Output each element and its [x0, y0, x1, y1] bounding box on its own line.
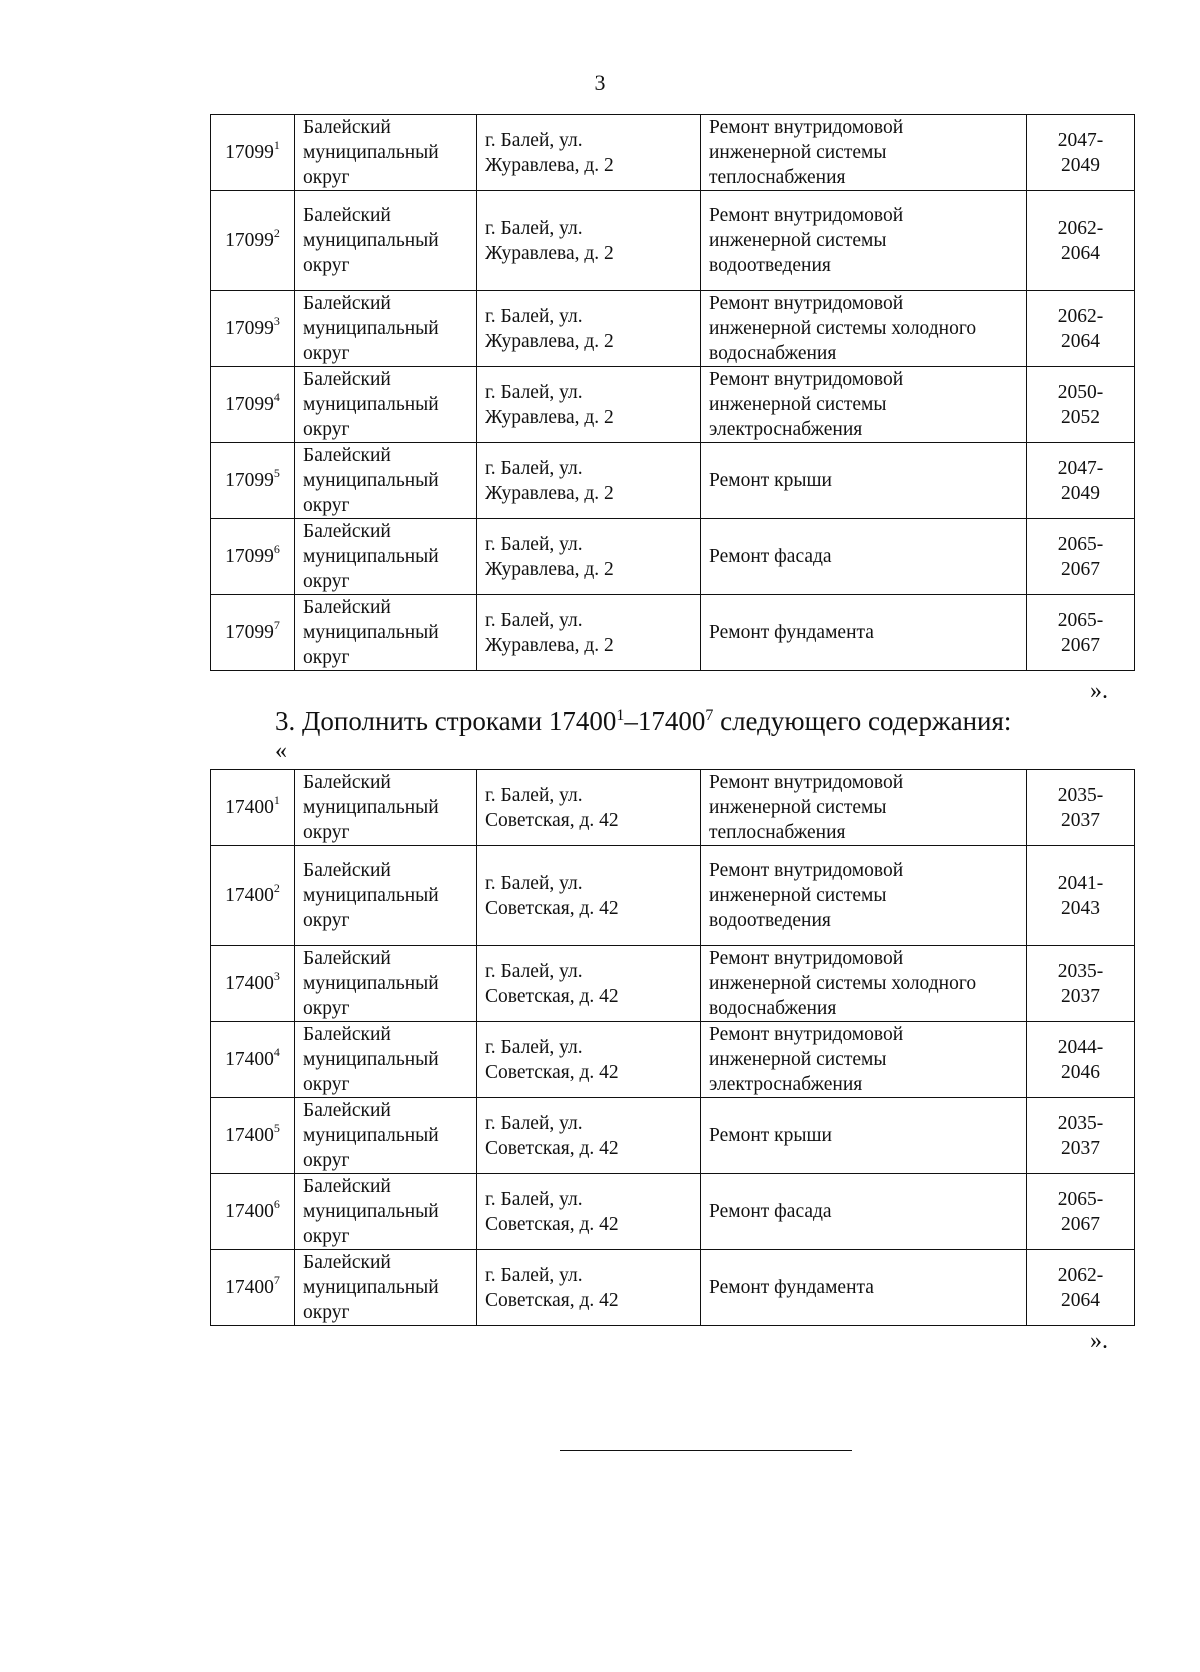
work-type-cell — [701, 519, 1027, 595]
district-cell — [295, 1022, 477, 1098]
work-type-cell-line: Ремонт внутридомовой — [709, 772, 904, 793]
row-number-cell — [211, 595, 295, 671]
row-number-sup: 2 — [273, 880, 280, 895]
work-type-cell-line: теплоснабжения — [709, 167, 846, 188]
table-row — [211, 367, 1135, 443]
district-cell — [295, 191, 477, 291]
row-number: 17099 — [225, 318, 274, 339]
district-cell-line: округ — [303, 647, 350, 668]
address-cell — [477, 1098, 701, 1174]
address-cell-line: г. Балей, ул. — [485, 784, 583, 806]
years-cell — [1027, 595, 1135, 671]
address-cell-line: г. Балей, ул. — [485, 381, 583, 403]
work-type-cell-line: Ремонт внутридомовой — [709, 948, 904, 969]
work-type-cell-line: Ремонт фасада — [709, 1201, 832, 1222]
address-cell — [477, 191, 701, 291]
district-cell-line: муниципальный — [303, 1049, 439, 1070]
amendment-heading — [275, 706, 1011, 737]
row-number-cell — [211, 443, 295, 519]
row-number-cell — [211, 1022, 295, 1098]
table-row — [211, 443, 1135, 519]
closing-quote-1: ». — [1090, 678, 1108, 704]
work-type-cell-line: водоотведения — [709, 255, 831, 276]
years-cell-line: 2067 — [1061, 634, 1100, 656]
district-cell-line: округ — [303, 1150, 350, 1171]
years-cell-line: 2035- — [1057, 1112, 1104, 1134]
district-cell-line: муниципальный — [303, 230, 439, 251]
years-cell-line: 2067 — [1061, 1213, 1100, 1235]
district-cell-line: округ — [303, 571, 350, 592]
table-row — [211, 946, 1135, 1022]
work-type-cell — [701, 770, 1027, 846]
work-type-cell-line: инженерной системы холодного — [709, 318, 977, 339]
row-number: 17099 — [225, 394, 274, 415]
years-cell — [1027, 846, 1135, 946]
row-number-cell — [211, 367, 295, 443]
district-cell-line: Балейский — [303, 1176, 391, 1197]
work-type-cell-line: Ремонт внутридомовой — [709, 205, 904, 226]
years-cell-line: 2052 — [1061, 406, 1100, 428]
row-number: 17400 — [225, 885, 274, 906]
address-cell-line: Советская, д. 42 — [485, 1061, 619, 1083]
work-type-cell-line: инженерной системы — [709, 885, 887, 906]
years-cell-line: 2065- — [1057, 609, 1104, 631]
row-number-sup: 1 — [273, 137, 280, 152]
district-cell — [295, 846, 477, 946]
table-row — [211, 1098, 1135, 1174]
row-number: 17099 — [225, 546, 274, 567]
work-type-cell — [701, 946, 1027, 1022]
district-cell-line: Балейский — [303, 1252, 391, 1273]
row-number: 17099 — [225, 230, 274, 251]
page-number: 3 — [594, 70, 606, 95]
address-cell-line: г. Балей, ул. — [485, 960, 583, 982]
row-number-cell — [211, 191, 295, 291]
years-cell-line: 2046 — [1061, 1061, 1100, 1083]
work-type-cell-line: Ремонт внутридомовой — [709, 117, 904, 138]
years-cell — [1027, 443, 1135, 519]
work-type-cell-line: водоснабжения — [709, 998, 837, 1019]
work-type-cell-line: инженерной системы — [709, 797, 887, 818]
district-cell — [295, 367, 477, 443]
table-row — [211, 519, 1135, 595]
years-cell-line: 2035- — [1057, 960, 1104, 982]
table-row — [211, 846, 1135, 946]
address-cell-line: г. Балей, ул. — [485, 1112, 583, 1134]
address-cell — [477, 1174, 701, 1250]
work-type-cell-line: водоснабжения — [709, 343, 837, 364]
years-cell-line: 2049 — [1061, 154, 1100, 176]
table-row — [211, 770, 1135, 846]
address-cell-line: Журавлева, д. 2 — [485, 406, 614, 428]
district-cell — [295, 291, 477, 367]
heading-prefix: 3. Дополнить строками 17400 — [275, 706, 617, 736]
district-cell — [295, 595, 477, 671]
address-cell-line: г. Балей, ул. — [485, 1188, 583, 1210]
district-cell-line: муниципальный — [303, 1277, 439, 1298]
row-number-sup: 7 — [273, 1272, 280, 1287]
address-cell — [477, 1250, 701, 1326]
row-number-sup: 5 — [273, 1120, 280, 1135]
address-cell — [477, 595, 701, 671]
years-cell-line: 2037 — [1061, 985, 1100, 1007]
years-cell-line: 2043 — [1061, 897, 1100, 919]
row-number: 17400 — [225, 1201, 274, 1222]
address-cell — [477, 291, 701, 367]
district-cell-line: Балейский — [303, 205, 391, 226]
district-cell — [295, 946, 477, 1022]
work-type-cell — [701, 115, 1027, 191]
district-cell-line: Балейский — [303, 860, 391, 881]
row-number-cell — [211, 291, 295, 367]
district-cell-line: округ — [303, 1226, 350, 1247]
work-type-cell-line: Ремонт внутридомовой — [709, 293, 904, 314]
row-number: 17400 — [225, 797, 274, 818]
years-cell-line: 2062- — [1057, 217, 1104, 239]
address-cell-line: Советская, д. 42 — [485, 897, 619, 919]
work-type-cell — [701, 367, 1027, 443]
district-cell-line: муниципальный — [303, 1201, 439, 1222]
district-cell-line: округ — [303, 343, 350, 364]
years-cell-line: 2044- — [1057, 1036, 1104, 1058]
work-type-cell-line: водоотведения — [709, 910, 831, 931]
years-cell-line: 2062- — [1057, 1264, 1104, 1286]
table-row — [211, 115, 1135, 191]
address-cell-line: Советская, д. 42 — [485, 1289, 619, 1311]
row-number: 17099 — [225, 142, 274, 163]
address-cell — [477, 443, 701, 519]
years-cell-line: 2064 — [1061, 330, 1100, 352]
district-cell-line: Балейский — [303, 369, 391, 390]
address-cell-line: Советская, д. 42 — [485, 1213, 619, 1235]
years-cell-line: 2065- — [1057, 1188, 1104, 1210]
row-number: 17400 — [225, 1049, 274, 1070]
address-cell-line: Журавлева, д. 2 — [485, 482, 614, 504]
district-cell-line: муниципальный — [303, 394, 439, 415]
table-row — [211, 1250, 1135, 1326]
district-cell-line: Балейский — [303, 948, 391, 969]
years-cell-line: 2037 — [1061, 809, 1100, 831]
work-type-cell-line: инженерной системы — [709, 1049, 887, 1070]
address-cell — [477, 770, 701, 846]
district-cell-line: округ — [303, 1302, 350, 1323]
work-type-cell — [701, 291, 1027, 367]
address-cell-line: г. Балей, ул. — [485, 457, 583, 479]
work-type-cell-line: Ремонт фасада — [709, 546, 832, 567]
years-cell-line: 2037 — [1061, 1137, 1100, 1159]
work-type-cell — [701, 1250, 1027, 1326]
table-row — [211, 1022, 1135, 1098]
years-cell — [1027, 770, 1135, 846]
district-cell-line: муниципальный — [303, 142, 439, 163]
work-type-cell-line: Ремонт фундамента — [709, 1277, 874, 1298]
work-type-cell-line: электроснабжения — [709, 1074, 863, 1095]
work-type-cell-line: электроснабжения — [709, 419, 863, 440]
district-cell-line: Балейский — [303, 772, 391, 793]
years-cell-line: 2047- — [1057, 457, 1104, 479]
district-cell-line: округ — [303, 910, 350, 931]
address-cell-line: г. Балей, ул. — [485, 533, 583, 555]
table-row — [211, 191, 1135, 291]
address-cell-line: г. Балей, ул. — [485, 872, 583, 894]
heading-sup-1: 1 — [616, 707, 625, 724]
work-type-cell — [701, 1174, 1027, 1250]
work-type-cell — [701, 1098, 1027, 1174]
address-cell-line: Советская, д. 42 — [485, 1137, 619, 1159]
district-cell-line: Балейский — [303, 597, 391, 618]
row-number-sup: 4 — [273, 389, 280, 404]
row-number-cell — [211, 1174, 295, 1250]
address-cell-line: г. Балей, ул. — [485, 1036, 583, 1058]
years-cell-line: 2050- — [1057, 381, 1104, 403]
work-type-cell-line: инженерной системы — [709, 230, 887, 251]
district-cell-line: Балейский — [303, 1100, 391, 1121]
row-number: 17400 — [225, 1125, 274, 1146]
district-cell-line: округ — [303, 1074, 350, 1095]
work-type-cell-line: инженерной системы — [709, 394, 887, 415]
district-cell-line: округ — [303, 167, 350, 188]
district-cell-line: округ — [303, 822, 350, 843]
years-cell-line: 2064 — [1061, 242, 1100, 264]
years-cell-line: 2041- — [1057, 872, 1104, 894]
years-cell-line: 2047- — [1057, 129, 1104, 151]
work-type-cell-line: Ремонт внутридомовой — [709, 369, 904, 390]
district-cell-line: муниципальный — [303, 885, 439, 906]
years-cell — [1027, 367, 1135, 443]
work-type-cell-line: теплоснабжения — [709, 822, 846, 843]
years-cell — [1027, 191, 1135, 291]
district-cell — [295, 1250, 477, 1326]
row-number-sup: 4 — [273, 1044, 280, 1059]
work-type-cell — [701, 191, 1027, 291]
row-number-cell — [211, 115, 295, 191]
repair-schedule-table-1 — [210, 114, 1135, 671]
row-number: 17099 — [225, 470, 274, 491]
end-rule — [560, 1450, 852, 1451]
address-cell-line: Журавлева, д. 2 — [485, 634, 614, 656]
district-cell-line: муниципальный — [303, 797, 439, 818]
address-cell-line: г. Балей, ул. — [485, 609, 583, 631]
district-cell-line: округ — [303, 255, 350, 276]
district-cell — [295, 519, 477, 595]
table-1-body — [211, 115, 1135, 671]
row-number-sup: 3 — [273, 313, 280, 328]
district-cell — [295, 443, 477, 519]
row-number-sup: 2 — [273, 225, 280, 240]
years-cell — [1027, 115, 1135, 191]
work-type-cell-line: инженерной системы — [709, 142, 887, 163]
address-cell — [477, 519, 701, 595]
district-cell-line: Балейский — [303, 117, 391, 138]
work-type-cell-line: Ремонт фундамента — [709, 622, 874, 643]
address-cell-line: Журавлева, д. 2 — [485, 154, 614, 176]
table-row — [211, 1174, 1135, 1250]
row-number: 17099 — [225, 622, 274, 643]
work-type-cell-line: Ремонт внутридомовой — [709, 1024, 904, 1045]
table-2-body — [211, 770, 1135, 1326]
address-cell — [477, 367, 701, 443]
district-cell-line: муниципальный — [303, 1125, 439, 1146]
work-type-cell — [701, 846, 1027, 946]
row-number-cell — [211, 770, 295, 846]
years-cell — [1027, 1022, 1135, 1098]
years-cell — [1027, 1250, 1135, 1326]
district-cell-line: Балейский — [303, 445, 391, 466]
district-cell-line: муниципальный — [303, 470, 439, 491]
repair-schedule-table-2 — [210, 769, 1135, 1326]
table-row — [211, 291, 1135, 367]
address-cell — [477, 946, 701, 1022]
years-cell-line: 2035- — [1057, 784, 1104, 806]
years-cell — [1027, 1098, 1135, 1174]
district-cell — [295, 1098, 477, 1174]
years-cell-line: 2067 — [1061, 558, 1100, 580]
address-cell — [477, 115, 701, 191]
district-cell-line: Балейский — [303, 521, 391, 542]
row-number-cell — [211, 846, 295, 946]
address-cell — [477, 846, 701, 946]
district-cell-line: округ — [303, 998, 350, 1019]
address-cell-line: Советская, д. 42 — [485, 985, 619, 1007]
district-cell-line: муниципальный — [303, 973, 439, 994]
row-number-sup: 3 — [273, 968, 280, 983]
address-cell-line: г. Балей, ул. — [485, 217, 583, 239]
heading-suffix: следующего содержания: — [713, 706, 1012, 736]
address-cell-line: Журавлева, д. 2 — [485, 242, 614, 264]
work-type-cell — [701, 443, 1027, 519]
row-number-sup: 6 — [273, 1196, 280, 1211]
years-cell — [1027, 291, 1135, 367]
address-cell-line: г. Балей, ул. — [485, 129, 583, 151]
years-cell-line: 2049 — [1061, 482, 1100, 504]
heading-sup-2: 7 — [705, 707, 714, 724]
work-type-cell-line: Ремонт крыши — [709, 470, 832, 491]
address-cell-line: Журавлева, д. 2 — [485, 330, 614, 352]
address-cell-line: г. Балей, ул. — [485, 305, 583, 327]
years-cell-line: 2064 — [1061, 1289, 1100, 1311]
row-number: 17400 — [225, 1277, 274, 1298]
address-cell-line: Советская, д. 42 — [485, 809, 619, 831]
row-number-sup: 1 — [273, 792, 280, 807]
years-cell — [1027, 519, 1135, 595]
district-cell-line: муниципальный — [303, 622, 439, 643]
row-number: 17400 — [225, 973, 274, 994]
heading-middle: –17400 — [624, 706, 706, 736]
district-cell — [295, 770, 477, 846]
district-cell-line: муниципальный — [303, 546, 439, 567]
district-cell-line: округ — [303, 419, 350, 440]
district-cell-line: муниципальный — [303, 318, 439, 339]
opening-quote: « — [275, 738, 287, 764]
district-cell — [295, 115, 477, 191]
district-cell-line: Балейский — [303, 293, 391, 314]
closing-quote-2: ». — [1090, 1328, 1108, 1354]
work-type-cell — [701, 595, 1027, 671]
row-number-cell — [211, 1250, 295, 1326]
district-cell — [295, 1174, 477, 1250]
years-cell — [1027, 946, 1135, 1022]
row-number-cell — [211, 519, 295, 595]
years-cell-line: 2062- — [1057, 305, 1104, 327]
work-type-cell-line: Ремонт внутридомовой — [709, 860, 904, 881]
district-cell-line: округ — [303, 495, 350, 516]
row-number-sup: 5 — [273, 465, 280, 480]
work-type-cell-line: инженерной системы холодного — [709, 973, 977, 994]
address-cell — [477, 1022, 701, 1098]
row-number-cell — [211, 946, 295, 1022]
work-type-cell — [701, 1022, 1027, 1098]
address-cell-line: Журавлева, д. 2 — [485, 558, 614, 580]
years-cell-line: 2065- — [1057, 533, 1104, 555]
years-cell — [1027, 1174, 1135, 1250]
row-number-cell — [211, 1098, 295, 1174]
district-cell-line: Балейский — [303, 1024, 391, 1045]
address-cell-line: г. Балей, ул. — [485, 1264, 583, 1286]
row-number-sup: 6 — [273, 541, 280, 556]
table-row — [211, 595, 1135, 671]
work-type-cell-line: Ремонт крыши — [709, 1125, 832, 1146]
row-number-sup: 7 — [273, 617, 280, 632]
